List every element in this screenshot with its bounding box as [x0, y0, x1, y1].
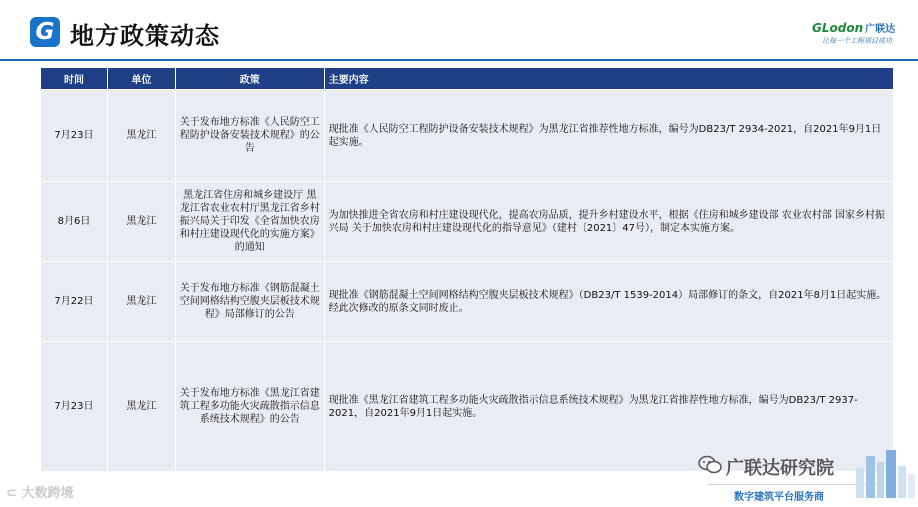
cell-unit: 黑龙江 — [107, 262, 175, 342]
brand-logo — [812, 20, 895, 35]
cell-content: 现批准《钢筋混凝土空间网格结构空腹夹层板技术规程》（DB23/T 1539-2014）局部修订的条文，自2021年8月1日起实施。经此次修改的原条文同时废止。 — [324, 262, 893, 342]
column-header-date: 时间 — [41, 68, 108, 90]
watermark-logo-icon: ⊂ — [6, 486, 17, 501]
header — [0, 0, 918, 62]
watermark-left — [6, 482, 73, 501]
table-row — [41, 182, 894, 262]
cell-content: 为加快推进全省农房和村庄建设现代化，提高农房品质，提升乡村建设水平，根据《住房和城乡建设部 农业农村部 国家乡村振兴局 关于加快农房和村庄建设现代化的指导意见》（建村〔2021〕47号），制定本实施方案。 — [324, 182, 893, 262]
cell-unit: 黑龙江 — [107, 342, 175, 472]
table-row — [41, 342, 894, 472]
wechat-icon — [698, 455, 722, 475]
brand-name: GLodon — [812, 21, 864, 35]
skyline-icon — [852, 448, 918, 498]
table-header-row — [41, 68, 894, 90]
column-header-policy: 政策 — [175, 68, 324, 90]
cell-unit: 黑龙江 — [107, 182, 175, 262]
cell-unit: 黑龙江 — [107, 90, 175, 182]
table-row — [41, 90, 894, 182]
cell-date: 7月23日 — [41, 90, 108, 182]
watermark-left-text: 大数跨境 — [21, 486, 74, 501]
page-title: 地方政策动态 — [70, 22, 220, 50]
cell-content: 现批准《黑龙江省建筑工程多功能火灾疏散指示信息系统技术规程》为黑龙江省推荐性地方标准，编号为DB23/T 2937-2021，自2021年9月1日起实施。 — [324, 342, 893, 472]
policy-table — [40, 67, 894, 472]
cell-date: 8月6日 — [41, 182, 108, 262]
g-logo-icon: G — [30, 17, 60, 47]
table-row — [41, 262, 894, 342]
cell-policy: 关于发布地方标准《人民防空工程防护设备安装技术规程》的公告 — [175, 90, 324, 182]
cell-policy: 黑龙江省住房和城乡建设厅 黑龙江省农业农村厅黑龙江省乡村振兴局关于印发《全省加快农房和村庄建设现代化的实施方案》的通知 — [175, 182, 324, 262]
header-divider — [0, 59, 918, 61]
cell-policy: 关于发布地方标准《黑龙江省建筑工程多功能火灾疏散指示信息系统技术规程》的公告 — [175, 342, 324, 472]
column-header-unit: 单位 — [107, 68, 175, 90]
column-header-content: 主要内容 — [324, 68, 893, 90]
cell-policy: 关于发布地方标准《钢筋混凝土空间网格结构空腹夹层板技术规程》局部修订的公告 — [175, 262, 324, 342]
cell-date: 7月22日 — [41, 262, 108, 342]
footer-tagline: 数字建筑平台服务商 — [734, 492, 824, 503]
brand-slogan: 让每一个工程项目成功 — [822, 37, 892, 45]
watermark-wechat: 广联达研究院 — [726, 458, 834, 479]
brand-cn: 广联达 — [865, 24, 896, 35]
cell-content: 现批准《人民防空工程防护设备安装技术规程》为黑龙江省推荐性地方标准，编号为DB23/T 2934-2021，自2021年9月1日起实施。 — [324, 90, 893, 182]
cell-date: 7月23日 — [41, 342, 108, 472]
